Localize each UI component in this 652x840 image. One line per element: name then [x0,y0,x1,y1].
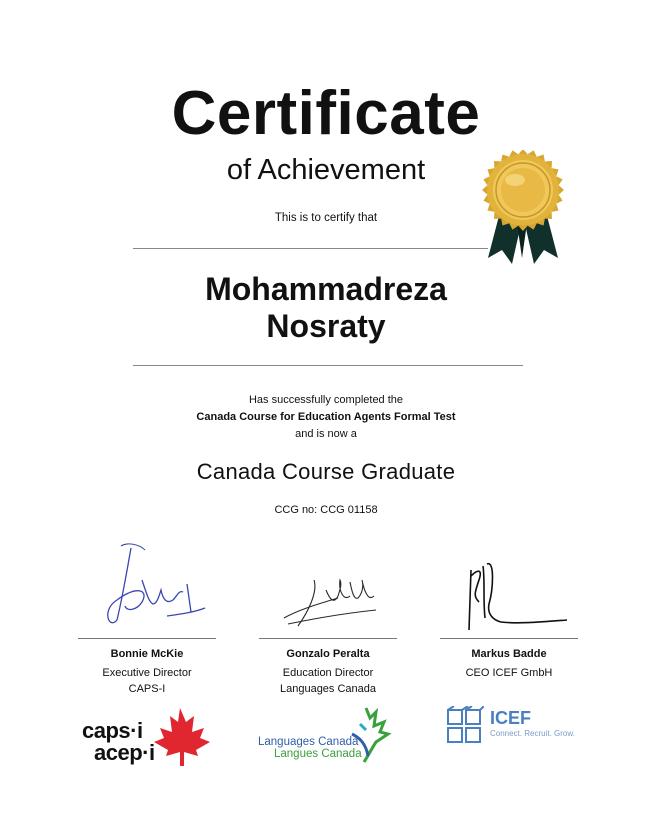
signature-markus-badde [449,540,569,634]
certificate-subtitle: of Achievement [226,154,426,186]
languages-canada-french: Langues Canada [274,748,362,760]
signatory-3 [440,540,578,681]
course-name: Canada Course for Education Agents Formal Test [196,411,456,423]
signatory-name: Gonzalo Peralta [286,648,370,660]
signature-line-2 [259,638,397,639]
signature-line-1 [78,638,216,639]
signatory-role [440,665,578,681]
icef-logo [444,706,584,750]
signatory-role [259,665,397,697]
signatory-1 [78,540,216,697]
signatory-organization: Languages Canada [279,683,377,695]
signatory-2 [259,540,397,697]
completion-line-3: and is now a [295,428,357,440]
icef-cube-icon [444,706,484,746]
signatory-title: Executive Director [102,667,192,679]
completion-text [0,392,652,443]
signature-bonnie-mckie [87,540,207,634]
acep-i-wordmark: acep·i [94,740,155,765]
recipient-first-name: Mohammadreza [205,271,447,307]
gold-seal-icon [478,150,568,268]
languages-canada-english: Languages Canada [258,736,359,748]
signatory-title: CEO ICEF GmbH [465,667,553,679]
divider-bottom [133,365,523,366]
recipient-last-name: Nosraty [266,308,386,344]
seal-tooth [518,150,527,154]
signatory-organization: CAPS-I [128,683,166,695]
signatory-name: Bonnie McKie [110,648,184,660]
recipient-name [0,271,652,345]
signature-gonzalo-peralta [268,540,388,634]
completion-line-1: Has successfully completed the [248,394,404,406]
certify-intro: This is to certify that [274,212,378,224]
signatory-name: Markus Badde [471,648,547,660]
icef-tagline: Connect. Recruit. Grow. [490,729,575,738]
languages-canada-logo [258,704,398,768]
icef-wordmark: ICEF [490,708,532,728]
graduate-designation: Canada Course Graduate [196,459,456,484]
caps-i-wordmark: caps·i [82,718,143,743]
signatory-role [78,665,216,697]
signatory-title: Education Director [282,667,374,679]
seal-tooth [559,185,564,194]
signature-line-3 [440,638,578,639]
seal-tooth [482,185,487,194]
ccg-number: CCG no: CCG 01158 [274,504,378,516]
divider-top [133,248,488,249]
certificate-title: Certificate [171,79,481,148]
